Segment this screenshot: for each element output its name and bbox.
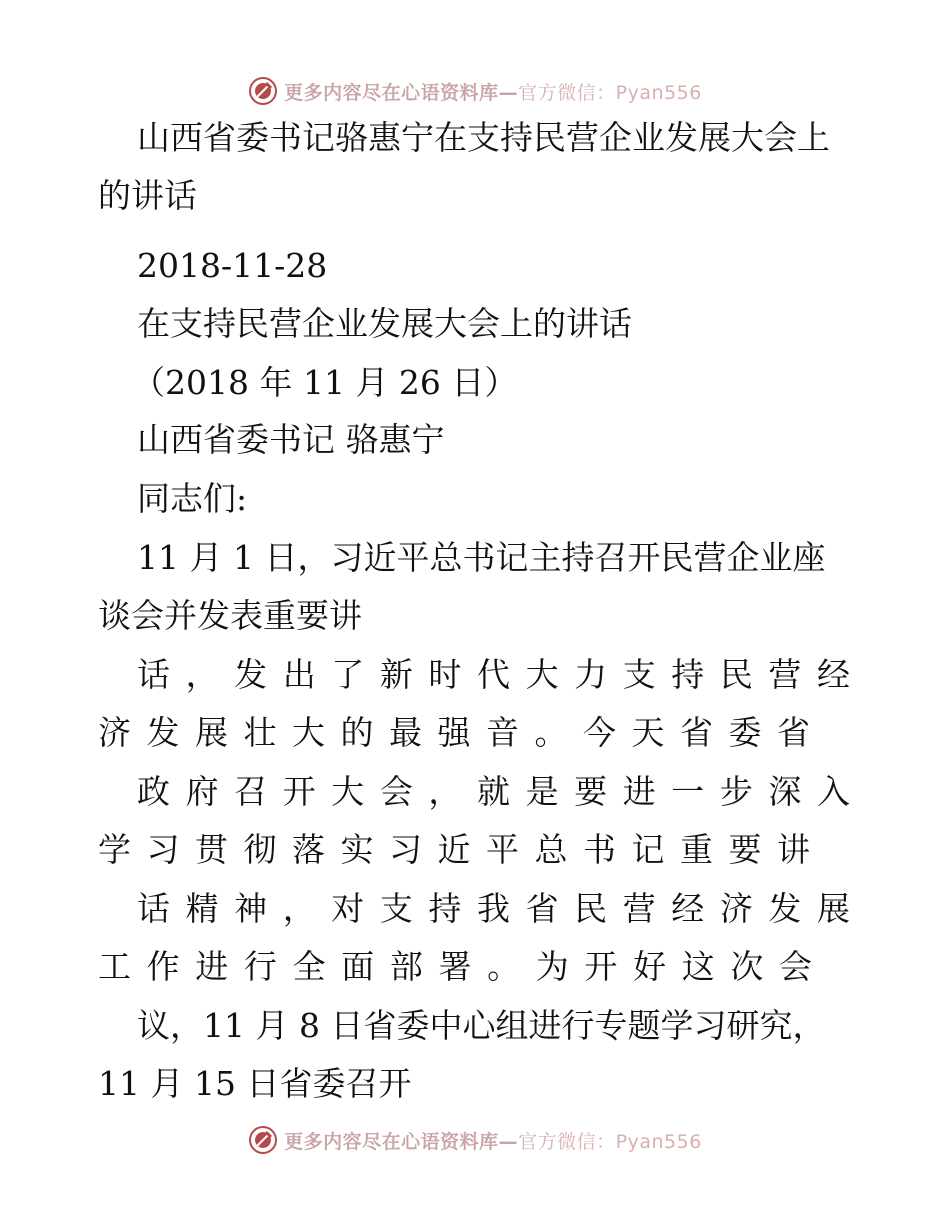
watermark-contact-text: 官方微信：Pyan556 (518, 1130, 702, 1153)
paragraph-line: 政府召开大会，就是要进一步深入 (137, 772, 850, 811)
paragraph-line: 话，发出了新时代大力支持民营经 (137, 655, 850, 694)
paragraph-line: 谈会并发表重要讲 (98, 596, 362, 635)
paragraph-line: 话精神，对支持我省民营经济发展 (137, 889, 850, 928)
paragraph-line: 11 月 1 日，习近平总书记主持召开民营企业座 (137, 538, 826, 577)
paragraph-line: 11 月 15 日省委召开 (98, 1064, 412, 1103)
speech-title: 在支持民营企业发展大会上的讲话 (137, 304, 632, 343)
paragraph-line: 济发展壮大的最强音。今天省委省 (98, 713, 810, 752)
watermark-footer (0, 1120, 950, 1160)
date-line: 2018-11-28 (137, 246, 328, 285)
title-line-2: 的讲话 (98, 176, 197, 215)
speaker-line: 山西省委书记 骆惠宁 (137, 420, 445, 459)
paragraph-line: 学习贯彻落实习近平总书记重要讲 (98, 830, 810, 869)
speech-date: （2018 年 11 月 26 日） (132, 363, 518, 402)
watermark-main-text: 更多内容尽在心语资料库— (284, 81, 519, 104)
title-line-1: 山西省委书记骆惠宁在支持民营企业发展大会上 (137, 118, 830, 157)
watermark-contact-text: 官方微信：Pyan556 (518, 81, 702, 104)
watermark-text (284, 1127, 702, 1154)
pen-logo-icon (248, 76, 278, 106)
watermark-header (0, 71, 950, 111)
salutation: 同志们: (137, 479, 248, 518)
paragraph-line: 议，11 月 8 日省委中心组进行专题学习研究， (137, 1006, 826, 1045)
paragraph-line: 工作进行全面部署。为开好这次会 (98, 947, 812, 986)
watermark-main-text: 更多内容尽在心语资料库— (284, 1130, 519, 1153)
pen-logo-icon (248, 1125, 278, 1155)
watermark-text (284, 78, 702, 105)
